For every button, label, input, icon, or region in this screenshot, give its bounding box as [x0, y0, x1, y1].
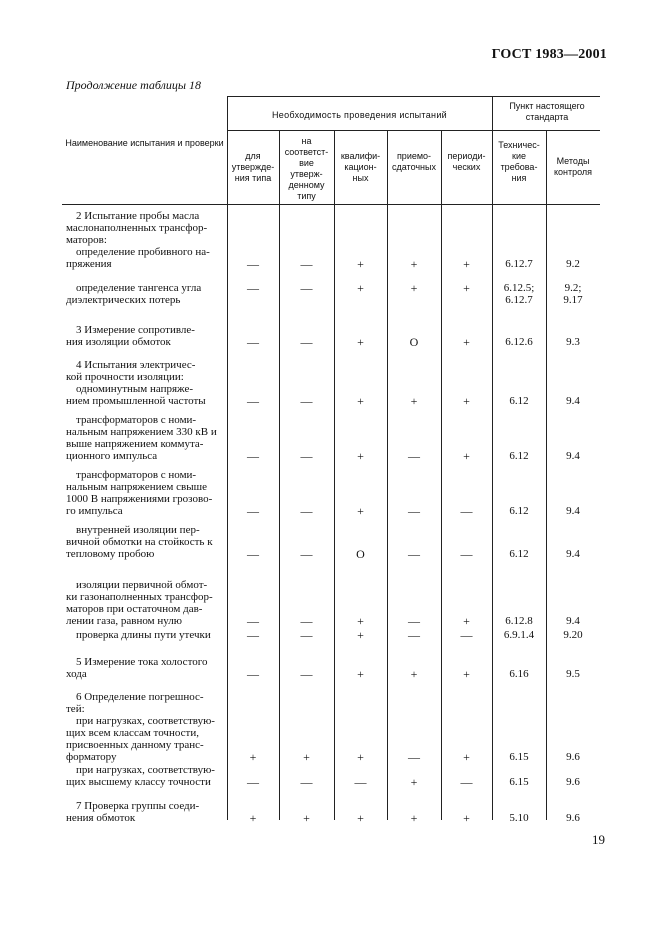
row-tech-ref: 6.12: [509, 450, 529, 462]
row-mark: —: [300, 667, 313, 681]
row-mark: —: [247, 775, 259, 789]
row-mark: +: [249, 750, 257, 764]
row-tech-ref: 6.12.7: [505, 258, 533, 270]
row-mark: +: [463, 281, 470, 295]
row-method-ref: 9.4: [566, 548, 580, 560]
row-test-name: 3 Измерение сопротивле- ния изоляции обмоток: [66, 324, 195, 348]
row-mark: —: [247, 504, 259, 518]
row-mark: О: [356, 547, 365, 561]
row-mark: —: [460, 628, 473, 642]
header-tech-requirements: Техничес- кие требова- ния: [498, 140, 540, 183]
row-test-name: изоляции первичной обмот- ки газонаполненных трансфор- маторов при остаточном дав- лении газа, равном нулю: [66, 579, 213, 627]
row-mark: +: [357, 335, 364, 349]
row-tech-ref: 6.16: [509, 668, 529, 680]
row-method-ref: 9.6: [566, 751, 580, 763]
row-test-name: 7 Проверка группы соеди- нения обмоток: [66, 800, 200, 824]
row-mark: +: [410, 775, 418, 789]
row-test-name: трансформаторов с номи- нальным напряжением свыше 1000 В напряжениями грозово- го импульса: [66, 469, 213, 517]
row-mark: —: [408, 628, 420, 642]
row-mark: —: [354, 775, 367, 789]
row-mark: +: [303, 750, 310, 764]
row-mark: —: [460, 547, 473, 561]
page-number: 19: [592, 832, 605, 847]
row-mark: +: [410, 811, 418, 825]
row-mark: +: [410, 394, 418, 408]
row-mark: —: [247, 628, 259, 642]
row-mark: +: [463, 449, 470, 463]
row-mark: +: [357, 257, 364, 271]
row-mark: +: [410, 667, 418, 681]
row-mark: +: [357, 667, 364, 681]
row-mark: +: [357, 449, 364, 463]
row-method-ref: 9.2: [566, 258, 580, 270]
row-test-name: внутренней изоляции пер- вичной обмотки на стойкость к тепловому пробою: [66, 524, 213, 560]
row-mark: —: [247, 667, 259, 681]
row-tech-ref: 6.12.6: [505, 336, 533, 348]
row-method-ref: 9.4: [566, 615, 580, 627]
header-col-4: приемо- сдаточных: [391, 151, 436, 172]
row-mark: —: [247, 614, 259, 628]
row-test-name: проверка длины пути утечки: [76, 629, 211, 641]
row-mark: —: [460, 504, 473, 518]
row-mark: —: [247, 335, 259, 349]
row-mark: —: [408, 449, 420, 463]
row-mark: +: [463, 811, 470, 825]
row-mark: —: [247, 547, 259, 561]
row-method-ref: 9.4: [566, 505, 580, 517]
row-method-ref: 9.4: [566, 450, 580, 462]
header-col-3: квалифи- кацион- ных: [340, 151, 381, 183]
header-standard-clause: Пункт настоящего стандарта: [509, 101, 585, 122]
row-tech-ref: 6.12: [509, 395, 529, 407]
row-mark: +: [410, 257, 418, 271]
row-method-ref: 9.4: [566, 395, 580, 407]
row-mark: —: [460, 775, 473, 789]
row-mark: +: [410, 281, 418, 295]
row-mark: +: [463, 394, 470, 408]
row-tech-ref: 6.9.1.4: [503, 629, 535, 641]
row-mark: +: [357, 281, 364, 295]
table-continuation-caption: Продолжение таблицы 18: [66, 78, 202, 92]
row-tech-ref: 6.15: [509, 751, 529, 763]
row-mark: —: [300, 257, 313, 271]
header-col-2: на соответст- вие утверж- денному типу: [284, 136, 329, 201]
row-mark: —: [247, 394, 259, 408]
row-mark: +: [357, 750, 364, 764]
row-mark: —: [247, 281, 259, 295]
row-mark: +: [463, 750, 470, 764]
row-mark: —: [300, 775, 313, 789]
test-requirements-table: [62, 96, 600, 825]
row-tech-ref: 6.12: [509, 548, 529, 560]
row-test-name: определение тангенса угла диэлектрических потерь: [66, 282, 202, 306]
header-col-5: периоди- ческих: [447, 151, 486, 172]
row-tech-ref: 6.15: [509, 776, 529, 788]
row-method-ref: 9.2; 9.17: [563, 282, 583, 306]
row-test-name: 6 Определение погрешнос- тей: при нагрузках, соответствую- щих всем классам точности, присвоенных данному транс- форматору: [66, 691, 215, 763]
row-test-name: 2 Испытание пробы масла маслонаполненных трансфор- маторов: определение пробивного на- пряжения: [66, 210, 210, 270]
row-method-ref: 9.6: [566, 776, 580, 788]
row-method-ref: 9.3: [566, 336, 580, 348]
header-control-methods: Методы контроля: [553, 156, 593, 177]
row-mark: —: [408, 614, 420, 628]
row-test-name: при нагрузках, соответствую- щих высшему классу точности: [66, 764, 215, 788]
row-test-name: 5 Измерение тока холостого хода: [66, 656, 208, 680]
row-mark: +: [357, 394, 364, 408]
row-mark: —: [300, 614, 313, 628]
row-mark: —: [408, 504, 420, 518]
row-mark: —: [300, 335, 313, 349]
row-method-ref: 9.20: [563, 629, 583, 641]
row-mark: О: [409, 335, 419, 349]
document-code: ГОСТ 1983—2001: [491, 47, 607, 62]
row-mark: +: [357, 614, 364, 628]
row-mark: +: [463, 614, 470, 628]
row-tech-ref: 5.10: [509, 812, 529, 824]
row-mark: +: [463, 257, 470, 271]
header-col-1: для утвержде- ния типа: [231, 151, 275, 183]
row-mark: +: [303, 811, 310, 825]
row-mark: —: [300, 628, 313, 642]
header-test-necessity: Необходимость проведения испытаний: [272, 110, 447, 120]
row-mark: —: [300, 394, 313, 408]
row-mark: —: [300, 449, 313, 463]
row-test-name: 4 Испытания электричес- кой прочности изоляции: одноминутным напряже- нием промышленной частоты: [66, 359, 206, 407]
row-test-name: трансформаторов с номи- нальным напряжением 330 кВ и выше напряжением коммута- ционного импульса: [66, 414, 217, 462]
header-test-name: Наименование испытания и проверки: [65, 138, 224, 148]
row-mark: —: [408, 750, 420, 764]
row-mark: —: [247, 257, 259, 271]
row-tech-ref: 6.12: [509, 505, 529, 517]
row-mark: —: [247, 449, 259, 463]
row-mark: —: [408, 547, 420, 561]
row-method-ref: 9.5: [566, 668, 580, 680]
row-mark: —: [300, 547, 313, 561]
row-mark: —: [300, 504, 313, 518]
row-mark: +: [463, 335, 470, 349]
row-mark: +: [463, 667, 470, 681]
row-tech-ref: 6.12.5; 6.12.7: [503, 282, 535, 306]
row-mark: +: [357, 504, 364, 518]
row-mark: +: [357, 628, 364, 642]
row-tech-ref: 6.12.8: [505, 615, 533, 627]
row-mark: +: [357, 811, 364, 825]
row-method-ref: 9.6: [566, 812, 580, 824]
row-mark: —: [300, 281, 313, 295]
row-mark: +: [249, 811, 257, 825]
